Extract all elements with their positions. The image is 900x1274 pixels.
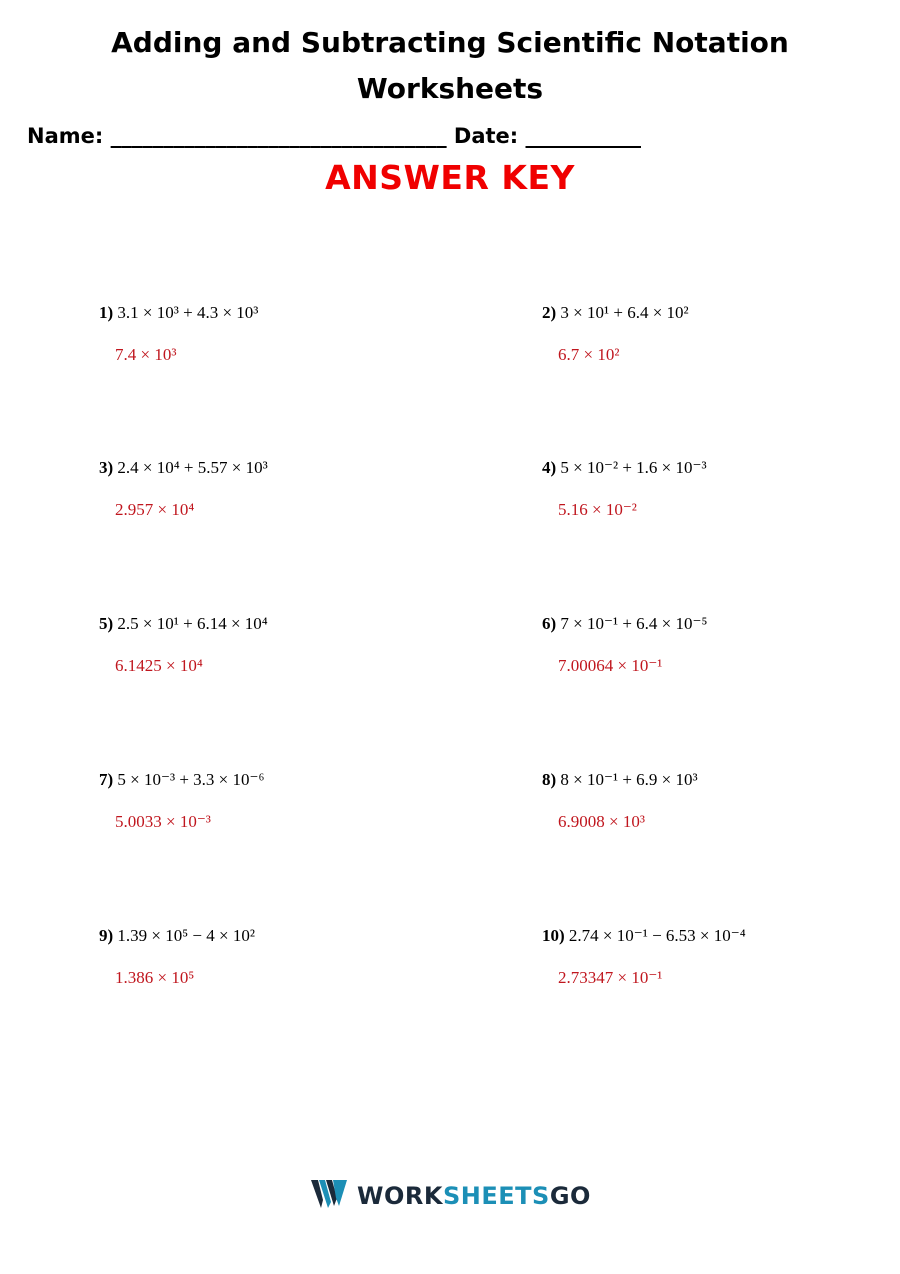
problem-6 (542, 613, 882, 677)
problem-number: 2) (542, 303, 557, 322)
problem-answer: 7.00064 × 10⁻¹ (558, 656, 663, 675)
problem-number: 9) (99, 926, 114, 945)
problem-number: 10) (542, 926, 565, 945)
problem-4 (542, 457, 882, 521)
problem-question: 2.5 × 10¹ + 6.14 × 10⁴ (117, 614, 268, 633)
problem-question: 1.39 × 10⁵ − 4 × 10² (117, 926, 255, 945)
name-label: Name: (27, 124, 111, 148)
problem-answer: 1.386 × 10⁵ (115, 968, 195, 987)
problem-answer: 6.7 × 10² (558, 345, 620, 364)
problem-number: 8) (542, 770, 557, 789)
problem-question: 5 × 10⁻² + 1.6 × 10⁻³ (560, 458, 707, 477)
problem-answer: 2.957 × 10⁴ (115, 500, 195, 519)
problem-number: 6) (542, 614, 557, 633)
problem-question: 2.74 × 10⁻¹ − 6.53 × 10⁻⁴ (568, 926, 746, 945)
problem-question: 3 × 10¹ + 6.4 × 10² (560, 303, 689, 322)
worksheet-title-line2: Worksheets (356, 72, 544, 105)
problem-7 (99, 769, 439, 833)
problem-question: 2.4 × 10⁴ + 5.57 × 10³ (117, 458, 268, 477)
answer-key-heading: ANSWER KEY (325, 158, 575, 197)
problem-10 (542, 925, 882, 989)
date-label: Date: (446, 124, 526, 148)
logo-w-icon (309, 1178, 349, 1214)
problem-1 (99, 302, 439, 366)
problem-number: 5) (99, 614, 114, 633)
problem-answer: 6.1425 × 10⁴ (115, 656, 203, 675)
problem-5 (99, 613, 439, 677)
problem-question: 7 × 10⁻¹ + 6.4 × 10⁻⁵ (560, 614, 708, 633)
name-date-bar (27, 124, 641, 148)
problem-question: 5 × 10⁻³ + 3.3 × 10⁻⁶ (117, 770, 265, 789)
problem-9 (99, 925, 439, 989)
worksheetsgo-logo (0, 1178, 900, 1214)
problem-question: 3.1 × 10³ + 4.3 × 10³ (117, 303, 259, 322)
problem-question: 8 × 10⁻¹ + 6.9 × 10³ (560, 770, 698, 789)
logo-wordmark: WORKSHEETSGO (357, 1182, 591, 1210)
worksheet-title-line1: Adding and Subtracting Scientific Notation (111, 26, 789, 59)
name-line: ________________________________ (110, 124, 447, 148)
problem-8 (542, 769, 882, 833)
problem-answer: 7.4 × 10³ (115, 345, 177, 364)
problem-number: 7) (99, 770, 114, 789)
problem-number: 1) (99, 303, 114, 322)
problem-number: 4) (542, 458, 557, 477)
problem-number: 3) (99, 458, 114, 477)
problem-answer: 5.0033 × 10⁻³ (115, 812, 211, 831)
date-line: ___________ (525, 124, 641, 148)
problem-answer: 5.16 × 10⁻² (558, 500, 637, 519)
problem-answer: 6.9008 × 10³ (558, 812, 645, 831)
problem-3 (99, 457, 439, 521)
problem-answer: 2.73347 × 10⁻¹ (558, 968, 663, 987)
problem-2 (542, 302, 882, 366)
